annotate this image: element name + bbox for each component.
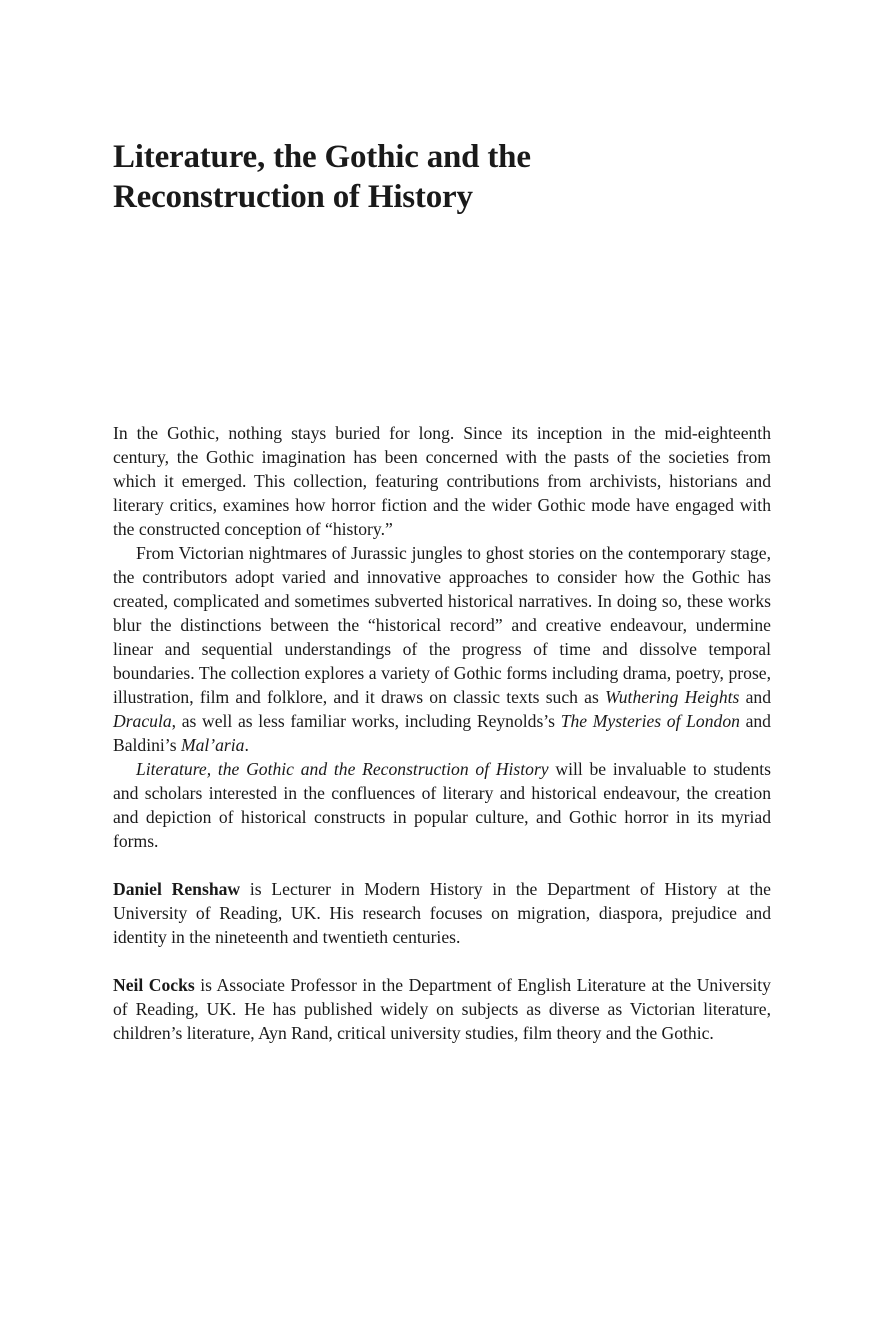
book-title-line-1: Literature, the Gothic and the bbox=[113, 139, 531, 175]
cited-book-title: Literature, the Gothic and the Reconstruction of History bbox=[136, 759, 549, 779]
cited-title-malaria: Mal’aria bbox=[180, 735, 245, 755]
author-name-renshaw: Daniel Renshaw bbox=[113, 879, 241, 899]
cited-title-dracula: Dracula bbox=[113, 711, 172, 731]
author-name-cocks: Neil Cocks bbox=[113, 975, 195, 995]
book-title bbox=[113, 137, 773, 217]
back-cover-text bbox=[113, 421, 771, 1045]
cited-title-wuthering-heights: Wuthering Heights bbox=[605, 687, 740, 707]
blurb-paragraph-3 bbox=[113, 757, 771, 853]
blurb-paragraph-1-text: In the Gothic, nothing stays buried for long. Since its inception in the mid-eighteenth century, the Gothic imagination has been concerned with the pasts of the societies from which it emerged. This collection, featuring contributions from archivists, historians and literary critics, examines how horror fiction and the wider Gothic mode have engaged with the constructed conception of “history.” bbox=[113, 423, 771, 539]
blurb-paragraph-2-text-b: , as well as less familiar works, including Reynolds’s bbox=[171, 711, 561, 731]
author-bio-renshaw bbox=[113, 877, 771, 949]
blurb-paragraph-2-and-2: and Baldini’s bbox=[113, 711, 771, 755]
blurb-paragraph-2 bbox=[113, 541, 771, 757]
author-bio-cocks bbox=[113, 973, 771, 1045]
blurb-paragraph-3-text: will be invaluable to students and scholars interested in the confluences of literary and historical endeavour, the creation and depiction of historical constructs in popular culture, and Gothic horror in its myriad forms. bbox=[113, 759, 771, 851]
blurb-paragraph-1 bbox=[113, 421, 771, 541]
blurb-paragraph-2-end: . bbox=[244, 735, 249, 755]
book-title-line-2: Reconstruction of History bbox=[113, 179, 473, 215]
cited-title-mysteries-of-london: The Mysteries of London bbox=[560, 711, 740, 731]
blurb-paragraph-2-and-1: and bbox=[739, 687, 771, 707]
author-bio-cocks-text: is Associate Professor in the Department of English Literature at the University of Reading, UK. He has published widely on subjects as diverse as Victorian literature, children’s literature, Ayn Rand, critical university studies, film theory and the Gothic. bbox=[113, 975, 771, 1043]
author-bio-renshaw-text: is Lecturer in Modern History in the Department of History at the University of Reading, UK. His research focuses on migration, diaspora, prejudice and identity in the nineteenth and twentieth centuries. bbox=[113, 879, 771, 947]
blurb-paragraph-2-text-a: From Victorian nightmares of Jurassic jungles to ghost stories on the contemporary stage, the contributors adopt varied and innovative approaches to consider how the Gothic has created, complicated and sometimes subverted historical narratives. In doing so, these works blur the distinctions between the “historical record” and creative endeavour, undermine linear and sequential understandings of the progress of time and dissolve temporal boundaries. The collection explores a variety of Gothic forms including drama, poetry, prose, illustration, film and folklore, and it draws on classic texts such as bbox=[113, 543, 771, 707]
